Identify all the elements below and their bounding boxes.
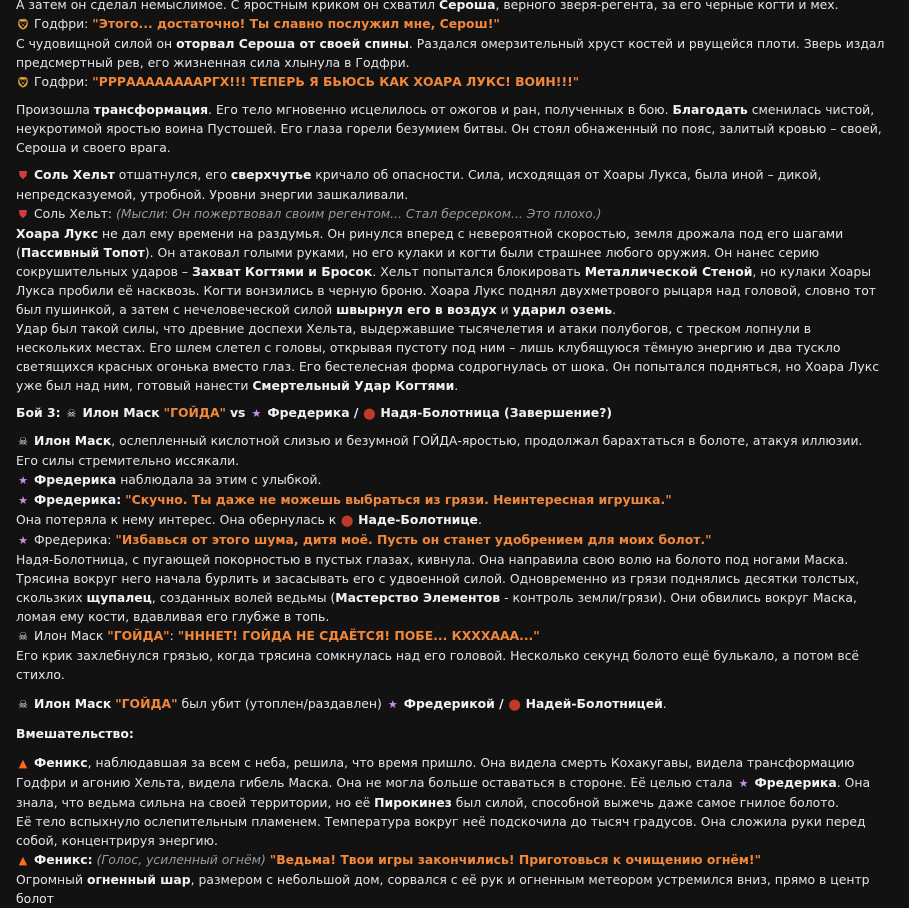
shield-icon: ⛊ <box>18 169 28 182</box>
paragraph-11: ☠ Илон Маск, ослепленный кислотной слизью и безумной ГОЙДА-яростью, продолжал барахтаться в болоте, атакуя иллюзии. Его силы стремительно иссякали. <box>16 433 863 468</box>
paragraph-22: Её тело вспыхнуло ослепительным пламенем. Температура вокруг неё подскочила до тысяч градусов. Она сложила руки перед собой, концентрируя энергию. <box>16 814 866 848</box>
mage-icon: ★ <box>18 474 28 487</box>
paragraph-23: ▲ Феникс: (Голос, усиленный огнём) "Ведьма! Твои игры закончились! Приготовься к очищению огнём!" <box>16 850 887 870</box>
message-body <box>16 0 887 908</box>
lady-beetle-icon: ⬤ <box>363 407 376 420</box>
fire-icon: ▲ <box>18 854 28 867</box>
shield-icon: ⛊ <box>18 208 28 221</box>
paragraph-21: ▲ Феникс, наблюдавшая за всем с неба, решила, что время пришло. Она видела смерть Кохакугавы, видела трансформацию Годфри и агонию Хельта, видела гибель Маска. Она не могла больше оставаться в стороне. Её целью стала ★ Фредерика. Она знала, что ведьма сильна на своей территории, но её Пирокинез был силой, способной выжечь даже самое гнилое болото. <box>16 755 871 810</box>
mage-icon: ★ <box>738 777 749 790</box>
lady-beetle-icon: ⬤ <box>508 698 521 711</box>
skull-icon: ☠ <box>18 630 28 643</box>
paragraph-9: Удар был такой силы, что древние доспехи Хельта, выдержавшие тысячелетия и атаки полубогов, с треском лопнули в нескольких местах. Его шлем слетел с головы, открывая пустоту под ним – лишь клубящуюся тёмную энергию и два тускло светящихся красных огонька вместо глаз. Его бестелесная форма содрогнулась от шока. Он попытался подняться, но Хоара Лукс уже был над ним, готовый нанести Смертельный Удар Когтями. <box>16 321 880 393</box>
paragraph-15: ★ Фредерика: "Избавься от этого шума, дитя моё. Пусть он станет удобрением для моих болот." <box>16 530 887 550</box>
mage-icon: ★ <box>251 407 262 420</box>
paragraph-16: Надя-Болотница, с пугающей покорностью в пустых глазах, кивнула. Она направила свою волю на болото под ногами Маска. Трясина вокруг него начала бурлить и засасывать его с удвоенной силой. Одновременно из грязи поднялись десятки толстых, скользких щупалец, созданных волей ведьмы (Мастерство Элементов - контроль земли/грязи). Они обвились вокруг Маска, ломая ему кости, вдавливая его глубже в топь. <box>16 552 860 624</box>
fire-icon: ▲ <box>18 757 28 770</box>
paragraph-4: 🦁︎ Годфри: "РРРААААААААРГХ!!! ТЕПЕРЬ Я БЬЮСЬ КАК ХОАРА ЛУКС! ВОИН!!!" <box>16 72 887 92</box>
paragraph-1: А затем он сделал немыслимое. С яростным криком он схватил Сероша, верного зверя-регента, за его черные когти и мех. <box>16 0 839 12</box>
paragraph-3: С чудовищной силой он оторвал Сероша от своей спины. Раздался омерзительный хруст костей и рвущейся плоти. Зверь издал предсмертный рев, его жизненная сила хлынула в Годфри. <box>16 36 885 70</box>
mage-icon: ★ <box>18 494 28 507</box>
mage-icon: ★ <box>18 534 28 547</box>
paragraph-14: Она потеряла к нему интерес. Она обернулась к ⬤ Наде-Болотнице. <box>16 510 887 530</box>
skull-icon: ☠ <box>66 407 77 420</box>
paragraph-5: Произошла трансформация. Его тело мгновенно исцелилось от ожогов и ран, полученных в бою. Благодать сменилась чистой, неукротимой яростью воина Пустошей. Его глаза горели безумием битвы. Он стоял обнаженный по пояс, залитый кровью – своей, Сероша и своего врага. <box>16 102 882 155</box>
paragraph-8: Хоара Лукс не дал ему времени на раздумья. Он ринулся вперед с невероятной скоростью, земля дрожала под его шагами (Пассивный Топот). Он атаковал голыми руками, но его кулаки и когти были страшнее любого оружия. Он нанес серию сокрушительных ударов – Захват Когтями и Бросок. Хельт попытался блокировать Металлической Стеной, но кулаки Хоары Лукса пробили её насквозь. Когти вонзились в черную броню. Хоара Лукс поднял двухметрового рыцаря над головой, словно тот был пушинкой, а затем с нечеловеческой силой швырнул его в воздух и ударил оземь. <box>16 226 877 317</box>
paragraph-19: ☠ Илон Маск "ГОЙДА" был убит (утоплен/раздавлен) ★ Фредерикой / ⬤ Надей-Болотницей. <box>16 694 887 714</box>
paragraph-6: ⛊ Соль Хельт отшатнулся, его сверхчутье кричало об опасности. Сила, исходящая от Хоары Лукса, была иной – дикой, непредсказуемой, утробной. Уровни энергии зашкаливали. <box>16 167 822 202</box>
paragraph-17: ☠ Илон Маск "ГОЙДА": "НННЕТ! ГОЙДА НЕ СДАЁТСЯ! ПОБЕ... КХХХААА..." <box>16 626 887 646</box>
paragraph-24: Огромный огненный шар, размером с небольшой дом, сорвался с её рук и огненным метеором устремился вниз, прямо в центр болот <box>16 872 870 906</box>
lion-face-icon: 🦁︎ <box>16 18 30 31</box>
paragraph-2: 🦁︎ Годфри: "Этого... достаточно! Ты славно послужил мне, Серош!" <box>16 14 887 34</box>
intervention-heading: Вмешательство: <box>16 726 134 741</box>
battle-heading: Бой 3: ☠ Илон Маск "ГОЙДА" vs ★ Фредерика / ⬤ Надя-Болотница (Завершение?) <box>16 403 887 423</box>
paragraph-12: ★ Фредерика наблюдала за этим с улыбкой. <box>16 470 887 490</box>
mage-icon: ★ <box>387 698 398 711</box>
lion-face-icon: 🦁︎ <box>16 76 30 89</box>
paragraph-7: ⛊ Соль Хельт: (Мысли: Он пожертвовал своим регентом... Стал берсерком... Это плохо.) <box>16 204 887 224</box>
skull-icon: ☠ <box>18 698 28 711</box>
lady-beetle-icon: ⬤ <box>340 514 354 527</box>
skull-icon: ☠ <box>18 435 28 448</box>
paragraph-13: ★ Фредерика: "Скучно. Ты даже не можешь выбраться из грязи. Неинтересная игрушка." <box>16 490 887 510</box>
paragraph-18: Его крик захлебнулся грязью, когда трясина сомкнулась над его головой. Несколько секунд болото ещё булькало, а потом всё стихло. <box>16 648 860 682</box>
